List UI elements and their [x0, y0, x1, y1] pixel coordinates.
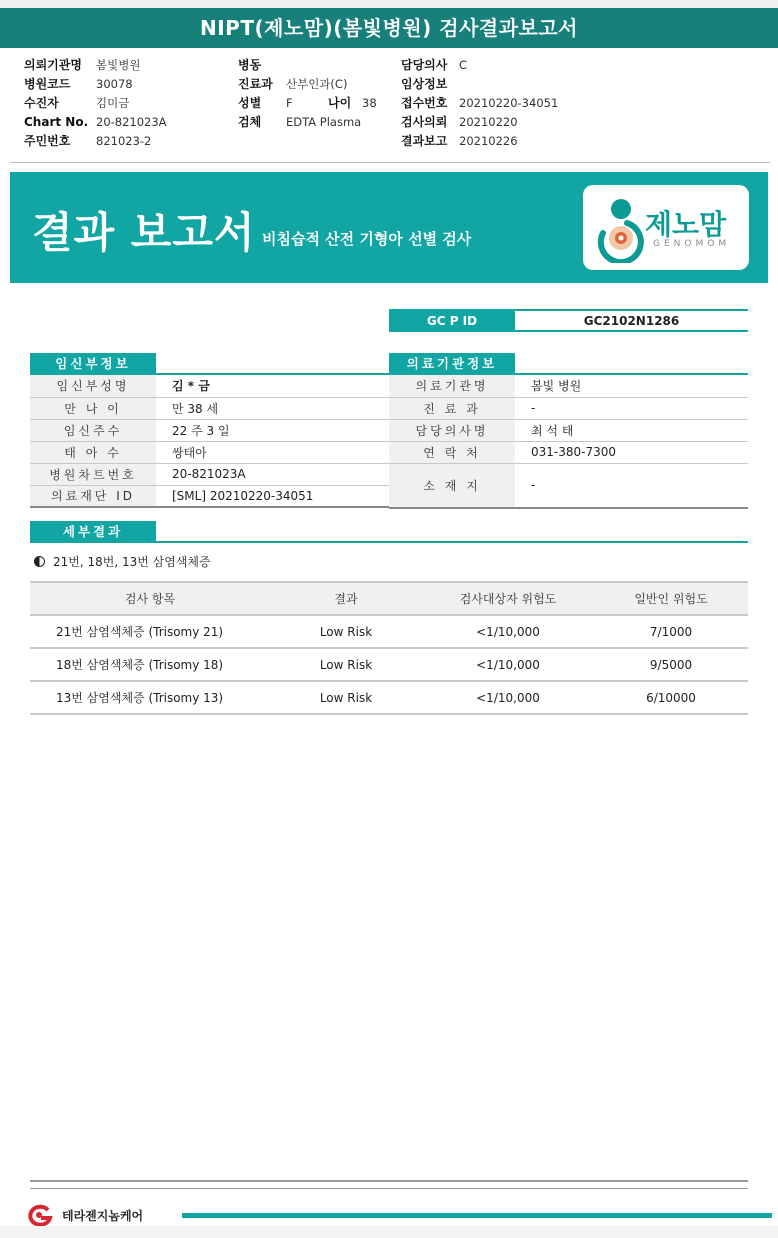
meta-value: 20210220	[459, 114, 518, 129]
table-cell: <1/10,000	[422, 615, 594, 648]
meta-column-3	[401, 55, 558, 150]
field-value: 봄빛 병원	[515, 375, 748, 397]
company-g-icon	[26, 1204, 56, 1226]
table-row	[389, 419, 748, 441]
field-label: 소 재 지	[389, 463, 515, 508]
meta-value: EDTA Plasma	[286, 114, 362, 129]
column-header: 일반인 위험도	[594, 582, 748, 615]
institution-table	[389, 375, 748, 509]
meta-label: 검체	[238, 115, 262, 129]
field-value: 쌍태아	[156, 441, 389, 463]
meta-label: 결과보고	[401, 134, 448, 148]
table-cell: 13번 삼염색체증 (Trisomy 13)	[30, 681, 270, 714]
field-value: -	[515, 463, 748, 508]
table-cell: 7/1000	[594, 615, 748, 648]
meta-label: 임상정보	[401, 77, 448, 91]
field-label: 태 아 수	[30, 441, 156, 463]
column-header: 결과	[270, 582, 422, 615]
details-header: 세부결과	[30, 521, 156, 542]
meta-value: C	[459, 57, 468, 72]
table-row	[30, 397, 389, 419]
field-label: 병원차트번호	[30, 463, 156, 485]
pregnancy-table	[30, 375, 389, 508]
meta-value: 20-821023A	[96, 114, 167, 129]
gcpid-label: GC P ID	[389, 311, 515, 330]
table-row	[30, 648, 748, 681]
gcpid-box	[389, 309, 748, 332]
report-banner	[10, 172, 768, 283]
table-cell: <1/10,000	[422, 648, 594, 681]
meta-label: 병동	[238, 58, 262, 72]
age-label: 나이	[328, 96, 352, 110]
table-cell: 18번 삼염색체증 (Trisomy 18)	[30, 648, 270, 681]
footer-divider-thin	[30, 1188, 748, 1189]
meta-label: 진료과	[238, 77, 273, 91]
field-value: 최 석 태	[515, 419, 748, 441]
meta-label: 병원코드	[24, 77, 71, 91]
meta-column-1	[24, 55, 167, 150]
table-cell: Low Risk	[270, 648, 422, 681]
logo-mother-icon	[591, 193, 651, 263]
table-header-row	[30, 582, 748, 615]
meta-label: 수진자	[24, 96, 59, 110]
details-header-line	[30, 541, 748, 543]
table-row	[389, 375, 748, 397]
banner-title: 결과 보고서	[32, 208, 256, 257]
company-logo	[26, 1204, 143, 1226]
meta-label: Chart No.	[24, 114, 89, 129]
meta-label: 검사의뢰	[401, 115, 448, 129]
table-row	[30, 463, 389, 485]
table-row	[30, 681, 748, 714]
meta-label: 주민번호	[24, 134, 71, 148]
field-label: 의료재단 ID	[30, 485, 156, 507]
field-value: 031-380-7300	[515, 441, 748, 463]
banner-subtitle: 비침습적 산전 기형아 선별 검사	[262, 230, 472, 248]
table-cell: 21번 삼염색체증 (Trisomy 21)	[30, 615, 270, 648]
meta-label: 담당의사	[401, 58, 448, 72]
meta-value: 20210220-34051	[459, 95, 559, 110]
gcpid-value: GC2102N1286	[583, 314, 680, 328]
table-row	[30, 485, 389, 507]
table-row	[30, 375, 389, 397]
meta-value: 20210226	[459, 133, 518, 148]
meta-value: 봄빛병원	[96, 57, 141, 72]
field-label: 진 료 과	[389, 397, 515, 419]
age-value: 38	[362, 95, 377, 110]
institution-header: 의료기관정보	[389, 353, 515, 374]
meta-value: 산부인과(C)	[286, 76, 348, 91]
table-row	[30, 615, 748, 648]
pregnancy-header: 임신부정보	[30, 353, 156, 374]
table-row	[389, 463, 748, 508]
table-cell: 6/10000	[594, 681, 748, 714]
results-table	[30, 581, 748, 715]
field-value: 김 * 금	[156, 375, 389, 397]
footer-divider	[30, 1180, 748, 1182]
table-cell: 9/5000	[594, 648, 748, 681]
logo-name: 제노맘	[645, 208, 727, 241]
table-cell: Low Risk	[270, 615, 422, 648]
field-label: 의료기관명	[389, 375, 515, 397]
field-label: 연 락 처	[389, 441, 515, 463]
top-strip	[0, 0, 778, 8]
column-header: 검사대상자 위험도	[422, 582, 594, 615]
table-cell: <1/10,000	[422, 681, 594, 714]
field-label: 만 나 이	[30, 397, 156, 419]
field-value: -	[515, 397, 748, 419]
table-row	[30, 419, 389, 441]
genomom-logo	[583, 185, 749, 270]
meta-column-2	[238, 55, 377, 131]
meta-label: 성별	[238, 96, 262, 110]
table-row	[389, 397, 748, 419]
field-value: 20-821023A	[156, 463, 389, 485]
report-title: NIPT(제노맘)(봄빛병원) 검사결과보고서	[0, 8, 778, 48]
meta-value: F	[286, 95, 293, 110]
meta-divider	[10, 162, 770, 163]
field-value: 22 주 3 일	[156, 419, 389, 441]
details-bullet-text: 21번, 18번, 13번 삼염색체증	[53, 555, 211, 569]
field-label: 임신부성명	[30, 375, 156, 397]
meta-value: 30078	[96, 76, 133, 91]
footer-accent-bar	[182, 1213, 772, 1218]
bottom-strip	[0, 1226, 778, 1238]
logo-subtext: GENOMOM	[653, 239, 731, 249]
field-value: [SML] 20210220-34051	[156, 485, 389, 507]
field-label: 임신주수	[30, 419, 156, 441]
table-row	[389, 441, 748, 463]
table-cell: Low Risk	[270, 681, 422, 714]
company-name: 테라젠지놈케어	[62, 1208, 144, 1223]
meta-value: 821023-2	[96, 133, 152, 148]
field-value: 만 38 세	[156, 397, 389, 419]
details-bullet	[34, 553, 211, 570]
meta-value: 김미금	[96, 95, 130, 110]
half-circle-icon	[34, 556, 45, 567]
meta-label: 의뢰기관명	[24, 58, 82, 72]
table-row	[30, 441, 389, 463]
field-label: 담당의사명	[389, 419, 515, 441]
column-header: 검사 항목	[30, 582, 270, 615]
meta-label: 접수번호	[401, 96, 448, 110]
